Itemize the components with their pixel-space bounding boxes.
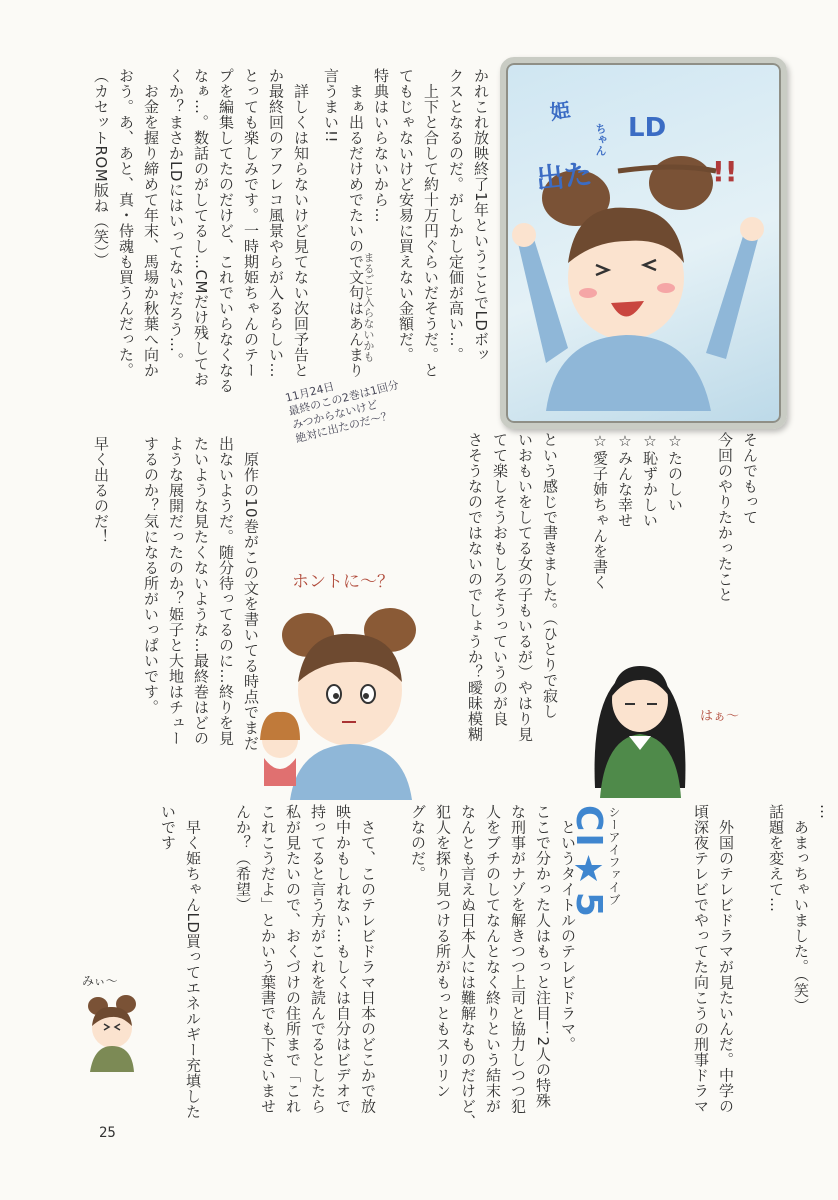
chibi-character-illustration (82, 992, 142, 1072)
handwritten-aside: まるごと入らないかも (362, 252, 375, 362)
shout-deta: 出た (534, 157, 594, 196)
shout-hime: 姫 (548, 97, 572, 125)
sighing-girl-illustration (585, 638, 695, 798)
boy-with-doll-illustration (250, 590, 440, 800)
bubble-honto: ホントに〜？ (292, 572, 394, 592)
shout-bangs: !! (712, 155, 738, 188)
shout-ld: LD (628, 113, 667, 143)
column-ci5-description: というタイトルのテレビドラマ。 ここで分かった人はもっと注目！2人の特殊 な刑事がナゾを解きつつ上司と協力しつつ犯 人をブチのしてなんとなく終りという結末が なんとも言えぬ日本人には難解なものだけど、 犯人を探り見つける所がもっともスリリン グなのだ。 さて、このテレビドラマ日本のどこかで放 映中かもしれない…もしくは自分はビデオで 持ってると言う方がこれを読んでるとしたら 私が見たいので、おくづけの住所まで「これ これこうだよ」とかいう葉書でも下さいませ んか？（希望） 早く姫ちゃんLD買ってエネルギー充填した いです (159, 804, 577, 1130)
column-topic-change: … あまっちゃいました。（笑） 話題を変えて… 外国のテレビドラマが見たいんだ。中学の 頃深夜テレビでやってた向こうの刑事ドラマ (692, 804, 835, 1114)
column-ld-details: 詳しくは知らないけど見てない次回予告と か最終回のアフレコ風景やらが入るらしい… とっても楽しみです。一時期姫ちゃんのテー プを編集してたのだけど、これでいらなくなる なぁ…。数話のがしてるし…CMだけ残してお くか？まさかLDにはいってないだろう…。 お金を握り締めて年末、馬場か秋葉へ向か おう。あ、あと、真・侍魂も買うんだった。 （カセットROM版ね（笑）） (92, 68, 310, 394)
column-ld-box: かれこれ放映終了1年ということでLDボッ クスとなるのだ。がしかし定価が高い…。 上下と合して約十万円ぐらいだそうだ。と てもじゃないけど安易に買えない金額だ。 特典はいらないから… まぁ出るだけめでたいので文句はあんまり 言うまい!! (322, 68, 490, 378)
framed-illustration (500, 57, 787, 429)
bubble-mii: みぃ〜 (82, 974, 118, 988)
ci5-title: CI★5 (568, 805, 609, 919)
ci5-reading: シーアイファイブ (607, 806, 621, 906)
column-original-volume: 原作の10巻がこの文を書いてる時点でまだ 出ないようだ。随分待ってるのに…終りを見 たいような見たくないような…最終巻はどの ような展開だったのか？姫子と大地はチュー するのか？気になる所がいっぱいです。 早く出るのだ！ (92, 436, 260, 751)
bubble-haa: はぁ〜 (700, 709, 740, 724)
handwritten-note: 11月24日 最終のこの2巻は1回分 みつからないけど 絶対に出たのだ〜？ (284, 378, 401, 446)
page-number: 25 (99, 1125, 116, 1141)
shout-chan: ちゃん (594, 123, 607, 156)
column-goals: そんでもって 今回のやりたかったこと ☆たのしい ☆恥ずかしい ☆みんな幸せ ☆愛子姉ちゃんを書く という感じで書きました。（ひとりで寂し いおもいをしてる女の子もいるが）やはり見 てて楽しそうおもしろそうっていうのが良 さそうなのではないのでしょうか？曖昧模糊 (466, 432, 759, 742)
